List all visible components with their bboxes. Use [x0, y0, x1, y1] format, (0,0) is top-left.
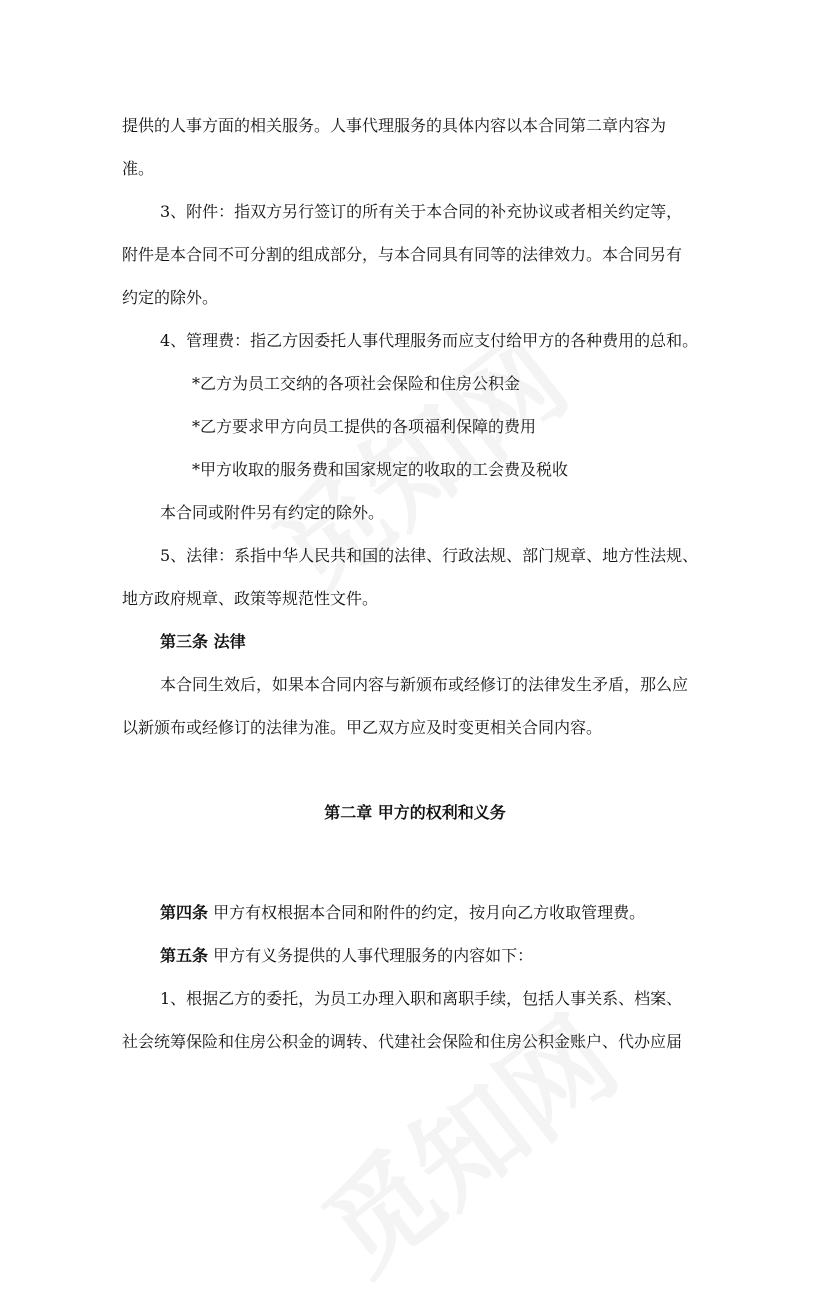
paragraph-line: 以新颁布或经修订的法律为准。甲乙双方应及时变更相关合同内容。 — [122, 718, 603, 737]
watermark — [286, 975, 643, 1303]
article-5 — [160, 946, 760, 966]
fee-bullet-item: *乙方要求甲方向员工提供的各项福利保障的费用 — [192, 417, 537, 436]
article-5-label: 第五条 — [160, 946, 209, 965]
definition-management-fee: 4、管理费：指乙方因委托人事代理服务而应支付给甲方的各种费用的总和。 — [160, 331, 699, 350]
paragraph-line: 提供的人事方面的相关服务。人事代理服务的具体内容以本合同第二章内容为 — [122, 116, 667, 135]
article-3-heading: 第三条 法律 — [160, 632, 246, 651]
article-5-text: 甲方有义务提供的人事代理服务的内容如下： — [213, 946, 534, 965]
chapter-2-heading: 第二章 甲方的权利和义务 — [324, 803, 506, 822]
article-4-text: 甲方有权根据本合同和附件的约定，按月向乙方收取管理费。 — [213, 903, 646, 922]
fee-bullet-item: *乙方为员工交纳的各项社会保险和住房公积金 — [192, 374, 521, 393]
fee-bullet-item: *甲方收取的服务费和国家规定的收取的工会费及税收 — [192, 460, 569, 479]
paragraph-line: 地方政府规章、政策等规范性文件。 — [122, 589, 379, 608]
definition-attachment: 3、附件：指双方另行签订的所有关于本合同的补充协议或者相关约定等， — [160, 202, 683, 221]
article-4 — [160, 903, 760, 923]
paragraph-line: 约定的除外。 — [122, 288, 219, 307]
article-4-label: 第四条 — [160, 903, 209, 922]
definition-law: 5、法律：系指中华人民共和国的法律、行政法规、部门规章、地方性法规、 — [160, 546, 699, 565]
service-item-1: 1、根据乙方的委托，为员工办理入职和离职手续，包括人事关系、档案、 — [160, 989, 683, 1008]
paragraph-line: 本合同生效后，如果本合同内容与新颁布或经修订的法律发生矛盾，那么应 — [160, 675, 689, 694]
paragraph-line: 准。 — [122, 159, 155, 178]
paragraph-line: 本合同或附件另有约定的除外。 — [160, 503, 385, 522]
paragraph-line: 附件是本合同不可分割的组成部分，与本合同具有同等的法律效力。本合同另有 — [122, 245, 683, 264]
paragraph-line: 社会统筹保险和住房公积金的调转、代建社会保险和住房公积金账户、代办应届 — [122, 1032, 683, 1051]
